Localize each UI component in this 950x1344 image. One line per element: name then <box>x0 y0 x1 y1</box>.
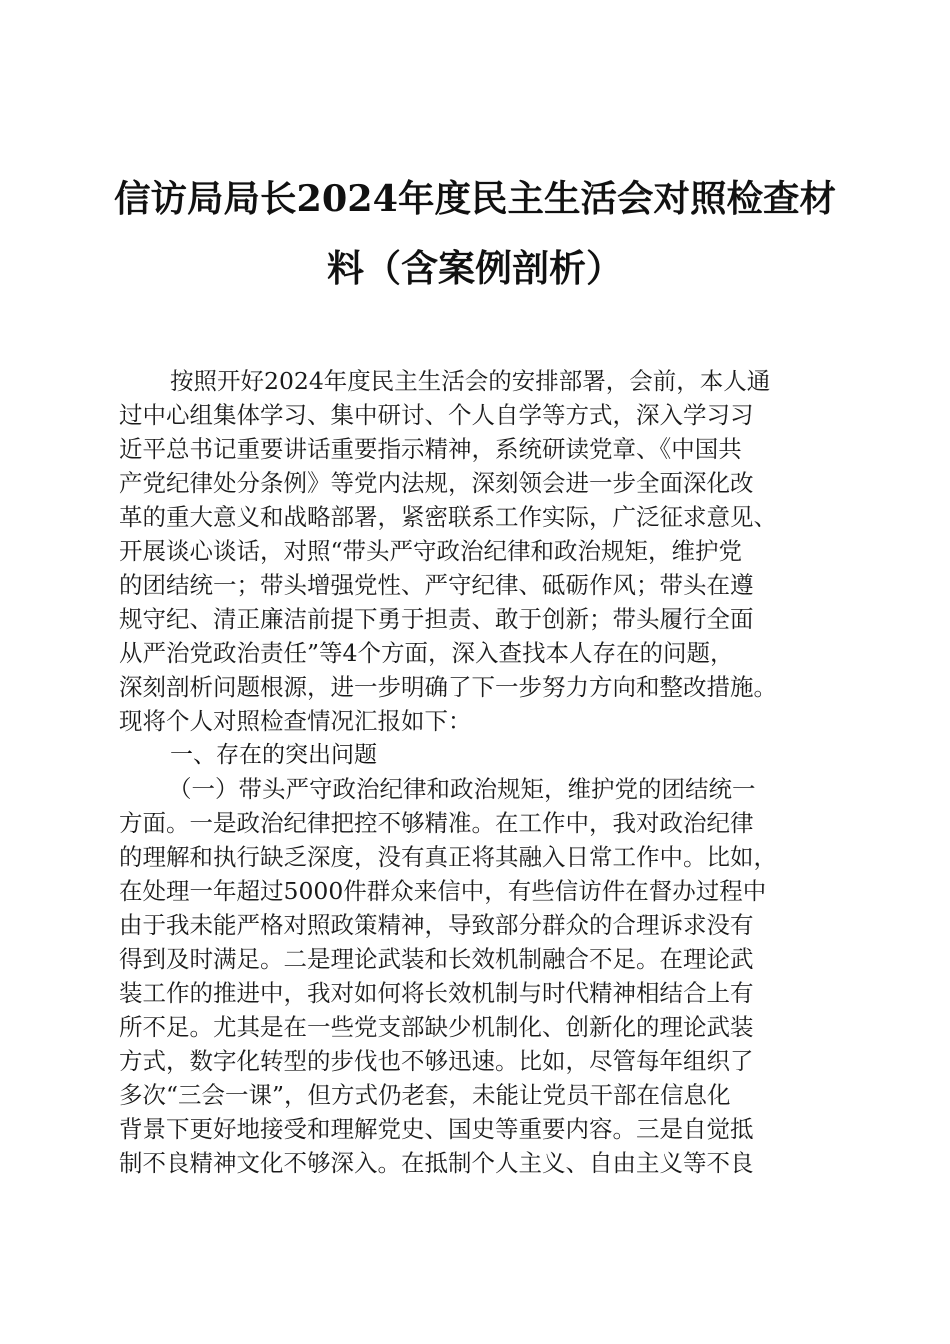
body-line: 产党纪律处分条例》等党内法规，深刻领会进一步全面深化改 <box>119 469 754 497</box>
body-line: 的理解和执行缺乏深度，没有真正将其融入日常工作中。比如， <box>119 843 777 871</box>
body-line: 从严治党政治责任”等4个方面，深入查找本人存在的问题， <box>119 639 734 667</box>
body-line: 所不足。尤其是在一些党支部缺少机制化、创新化的理论武装 <box>119 1013 754 1041</box>
body-line: 制不良精神文化不够深入。在抵制个人主义、自由主义等不良 <box>119 1149 754 1177</box>
body-line: 在处理一年超过5000件群众来信中，有些信访件在督办过程中 <box>119 877 767 905</box>
body-line: 方式，数字化转型的步伐也不够迅速。比如，尽管每年组织了 <box>119 1047 754 1075</box>
body-line: 得到及时满足。二是理论武装和长效机制融合不足。在理论武 <box>119 945 754 973</box>
body-line: 革的重大意义和战略部署，紧密联系工作实际，广泛征求意见、 <box>119 503 777 531</box>
body-line: 多次“三会一课”，但方式仍老套，未能让党员干部在信息化 <box>119 1081 731 1109</box>
section-heading: 一、存在的突出问题 <box>170 742 377 768</box>
document-title-line-1: 信访局局长2024年度民主生活会对照检查材 <box>113 177 837 220</box>
body-line: 装工作的推进中，我对如何将长效机制与时代精神相结合上有 <box>119 979 754 1007</box>
body-line: 深刻剖析问题根源，进一步明确了下一步努力方向和整改措施。 <box>119 673 777 701</box>
body-line: 由于我未能严格对照政策精神，导致部分群众的合理诉求没有 <box>119 911 754 939</box>
body-line: 近平总书记重要讲话重要指示精神，系统研读党章、《中国共 <box>119 435 742 463</box>
body-line: 的团结统一；带头增强党性、严守纪律、砥砺作风；带头在遵 <box>119 571 754 599</box>
body-line: 开展谈心谈话，对照“带头严守政治纪律和政治规矩，维护党 <box>119 537 743 565</box>
body-line: 过中心组集体学习、集中研讨、个人自学等方式，深入学习习 <box>119 401 754 429</box>
body-line: 现将个人对照检查情况汇报如下： <box>119 707 472 735</box>
document-title-line-2: 料（含案例剖析） <box>327 246 623 290</box>
body-line: 方面。一是政治纪律把控不够精准。在工作中，我对政治纪律 <box>119 809 754 837</box>
body-line: 背景下更好地接受和理解党史、国史等重要内容。三是自觉抵 <box>119 1115 754 1143</box>
subsection-heading-line: （一）带头严守政治纪律和政治规矩，维护党的团结统一 <box>168 775 756 803</box>
body-line: 规守纪、清正廉洁前提下勇于担责、敢于创新；带头履行全面 <box>119 605 754 633</box>
body-line: 按照开好2024年度民主生活会的安排部署，会前，本人通 <box>170 367 771 395</box>
